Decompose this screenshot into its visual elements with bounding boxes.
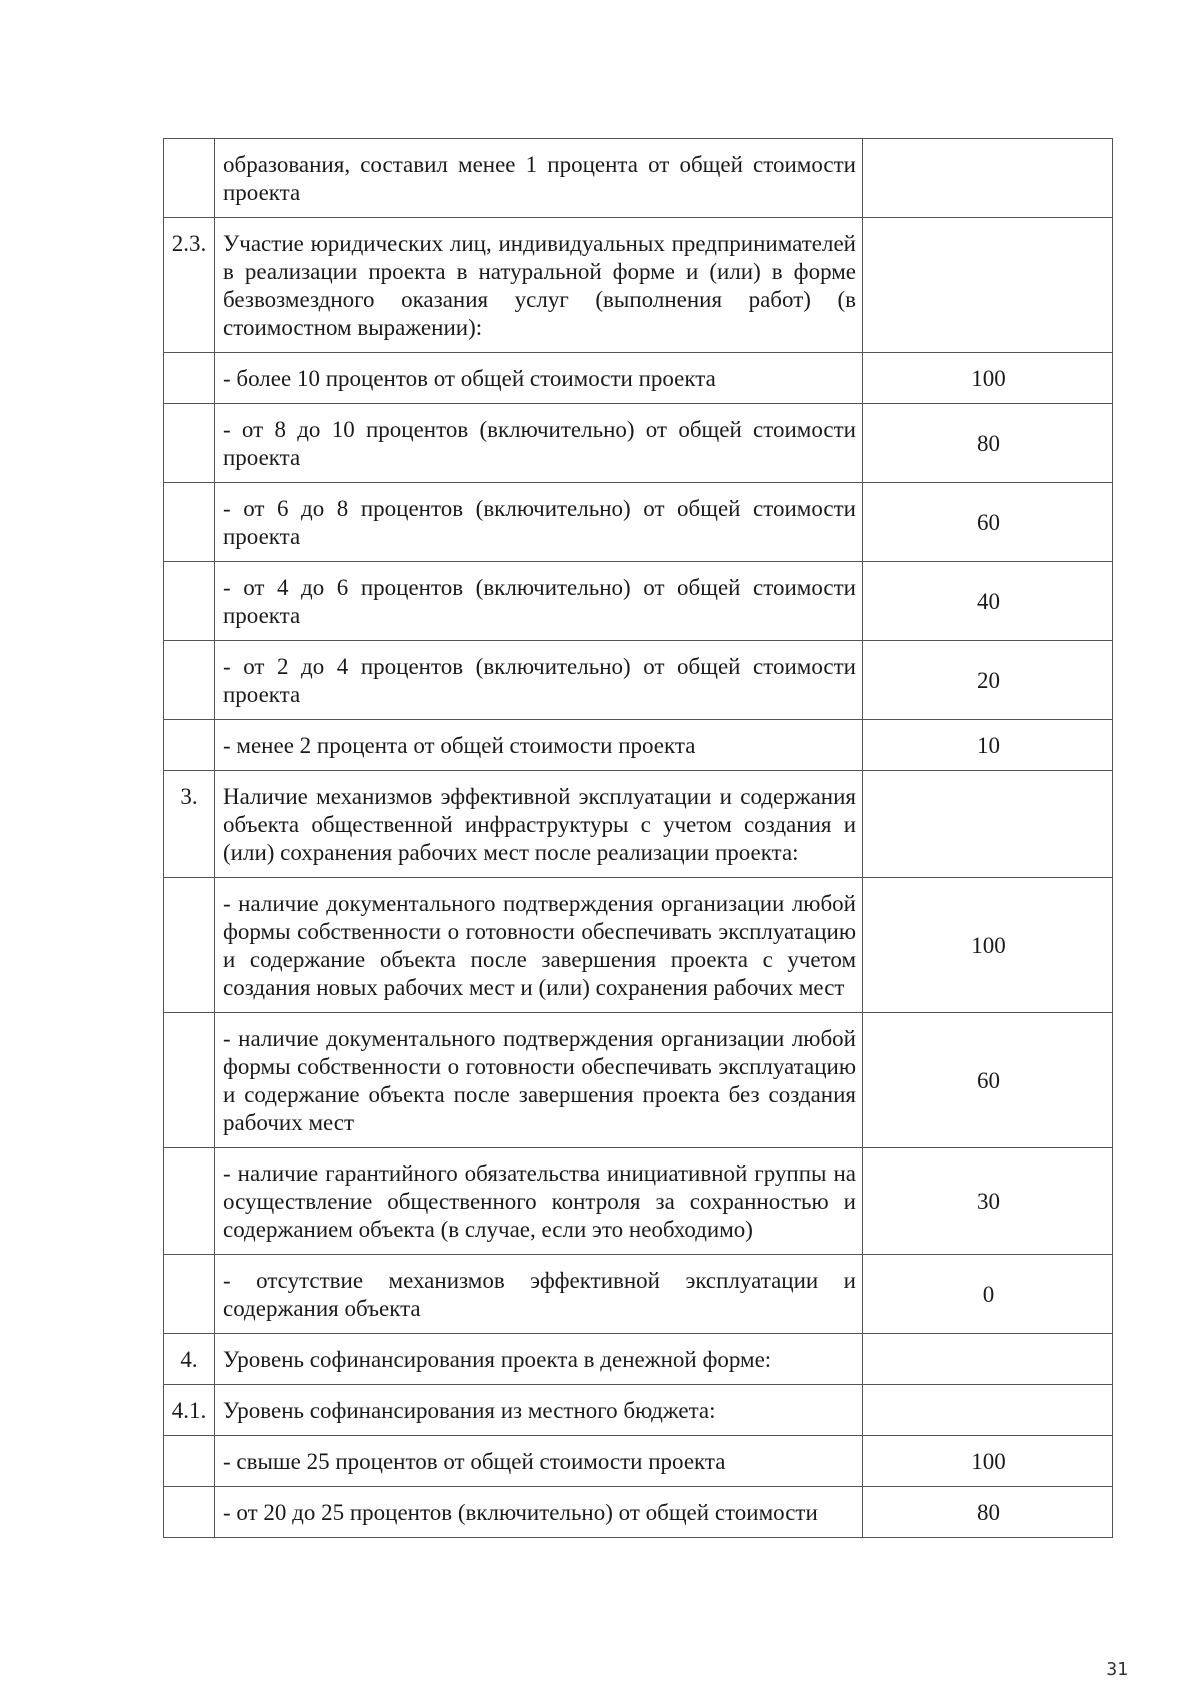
table-row: [164, 562, 1113, 641]
score-value: 80: [863, 1487, 1113, 1538]
criterion-text: Уровень софинансирования проекта в денежной форме:: [215, 1334, 863, 1385]
table-row: [164, 483, 1113, 562]
table-row: [164, 1436, 1113, 1487]
table-row: [164, 1487, 1113, 1538]
score-value: [863, 1385, 1113, 1436]
score-value: 10: [863, 720, 1113, 771]
table-row: [164, 139, 1113, 218]
criteria-table-body: [164, 139, 1113, 1538]
criterion-text: - наличие документального подтверждения организации любой формы собственности о готовности обеспечивать эксплуатацию и содержание объекта после завершения проекта с учетом создания новых рабочих мест и (или) сохранения рабочих мест: [215, 878, 863, 1013]
criterion-text: - наличие гарантийного обязательства инициативной группы на осуществление общественного контроля за сохранностью и содержанием объекта (в случае, если это необходимо): [215, 1148, 863, 1255]
row-number: [164, 878, 215, 1013]
table-row: [164, 1255, 1113, 1334]
row-number: [164, 353, 215, 404]
row-number: [164, 1013, 215, 1148]
criterion-text: - от 20 до 25 процентов (включительно) от общей стоимости: [215, 1487, 863, 1538]
row-number: [164, 641, 215, 720]
score-value: [863, 771, 1113, 878]
score-value: 0: [863, 1255, 1113, 1334]
table-row: [164, 878, 1113, 1013]
table-row: [164, 1385, 1113, 1436]
score-value: 100: [863, 353, 1113, 404]
table-row: [164, 404, 1113, 483]
criterion-text: - от 6 до 8 процентов (включительно) от общей стоимости проекта: [215, 483, 863, 562]
criterion-text: - свыше 25 процентов от общей стоимости проекта: [215, 1436, 863, 1487]
row-number: [164, 562, 215, 641]
score-value: 60: [863, 1013, 1113, 1148]
criterion-text: - менее 2 процента от общей стоимости проекта: [215, 720, 863, 771]
criterion-text: Участие юридических лиц, индивидуальных предпринимателей в реализации проекта в натуральной форме и (или) в форме безвозмездного оказания услуг (выполнения работ) (в стоимостном выражении):: [215, 218, 863, 353]
criterion-text: - от 2 до 4 процентов (включительно) от общей стоимости проекта: [215, 641, 863, 720]
row-number: 4.1.: [164, 1385, 215, 1436]
table-row: [164, 218, 1113, 353]
score-value: 80: [863, 404, 1113, 483]
row-number: [164, 139, 215, 218]
score-value: [863, 218, 1113, 353]
criteria-table: [163, 138, 1113, 1538]
criterion-text: - от 4 до 6 процентов (включительно) от общей стоимости проекта: [215, 562, 863, 641]
table-row: [164, 353, 1113, 404]
row-number: [164, 1255, 215, 1334]
score-value: 100: [863, 878, 1113, 1013]
table-row: [164, 771, 1113, 878]
page-number: 31: [1106, 1659, 1128, 1680]
row-number: 2.3.: [164, 218, 215, 353]
score-value: 100: [863, 1436, 1113, 1487]
row-number: [164, 1436, 215, 1487]
row-number: [164, 483, 215, 562]
criterion-text: - наличие документального подтверждения организации любой формы собственности о готовности обеспечивать эксплуатацию и содержание объекта после завершения проекта без создания рабочих мест: [215, 1013, 863, 1148]
criterion-text: Наличие механизмов эффективной эксплуатации и содержания объекта общественной инфраструктуры с учетом создания и (или) сохранения рабочих мест после реализации проекта:: [215, 771, 863, 878]
score-value: [863, 139, 1113, 218]
criterion-text: Уровень софинансирования из местного бюджета:: [215, 1385, 863, 1436]
score-value: 40: [863, 562, 1113, 641]
score-value: 20: [863, 641, 1113, 720]
row-number: [164, 1487, 215, 1538]
row-number: 3.: [164, 771, 215, 878]
criterion-text: - от 8 до 10 процентов (включительно) от общей стоимости проекта: [215, 404, 863, 483]
criterion-text: - отсутствие механизмов эффективной эксплуатации и содержания объекта: [215, 1255, 863, 1334]
criterion-text: - более 10 процентов от общей стоимости проекта: [215, 353, 863, 404]
score-value: 60: [863, 483, 1113, 562]
row-number: [164, 720, 215, 771]
table-row: [164, 641, 1113, 720]
table-row: [164, 1013, 1113, 1148]
row-number: [164, 404, 215, 483]
criterion-text: образования, составил менее 1 процента от общей стоимости проекта: [215, 139, 863, 218]
row-number: [164, 1148, 215, 1255]
table-row: [164, 720, 1113, 771]
table-row: [164, 1148, 1113, 1255]
score-value: 30: [863, 1148, 1113, 1255]
table-row: [164, 1334, 1113, 1385]
row-number: 4.: [164, 1334, 215, 1385]
score-value: [863, 1334, 1113, 1385]
